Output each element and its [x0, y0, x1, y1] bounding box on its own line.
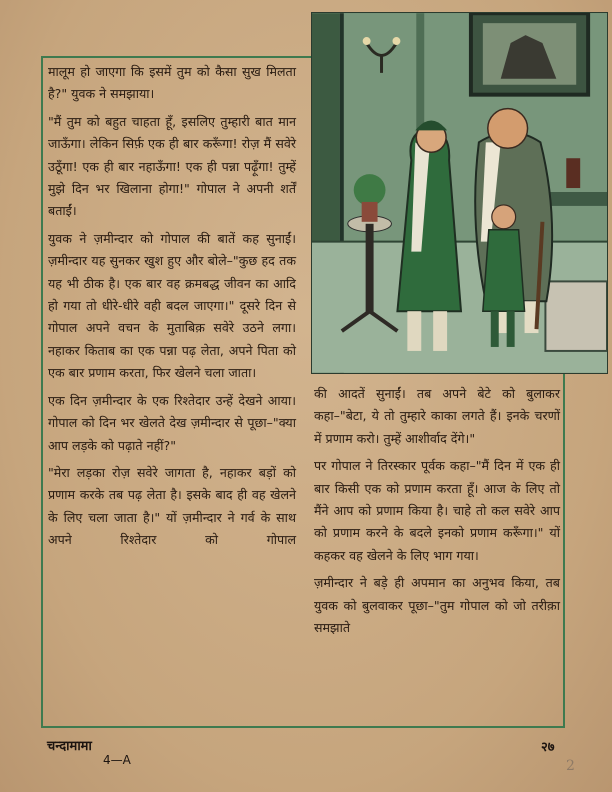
magazine-name: चन्दामामा [47, 739, 92, 754]
page-number: २७ [541, 740, 555, 755]
paragraph: पर गोपाल ने तिरस्कार पूर्वक कहा–"मैं दिन में एक ही बार किसी एक को प्रणाम करता हूँ। आज के लिए तो मैंने आप को प्रणाम किया है। चाहे तो कल सवेरे आप को प्रणाम करने के बदले इनको प्रणाम करूँगा।" यों कहकर वह खेलने के लिए भाग गया। [314, 458, 560, 563]
sheet-code: 4—A [103, 753, 131, 767]
story-illustration [311, 12, 608, 374]
paragraph: एक दिन ज़मीन्दार के एक रिश्तेदार उन्हें देखने आया। गोपाल को दिन भर खेलते देख ज़मीन्दार से पूछा–"क्या आप लड़के को पढ़ाते नहीं?" [48, 392, 296, 453]
paragraph: "मैं तुम को बहुत चाहता हूँ, इसलिए तुम्हारी बात मान जाऊँगा। लेकिन सिर्फ़ एक ही बार करूँगा! रोज़ मैं सवेरे उठूँगा! एक ही बार नहाऊँगा! एक ही पन्ना पढ़ूँगा! तुम्हें मुझे दिन भर खिलाना होगा!" गोपाल ने अपनी शर्तें बताईं। [48, 113, 296, 219]
paragraph: मालूम हो जाएगा कि इसमें तुम को कैसा सुख मिलता है?" युवक ने समझाया। [48, 64, 296, 102]
right-text-column [314, 383, 560, 639]
left-text-column [48, 61, 296, 552]
paragraph: ज़मीन्दार ने बड़े ही अपमान का अनुभव किया, तब युवक को बुलवाकर पूछा–"तुम गोपाल को जो तरीक़ा समझाते [314, 575, 560, 636]
pencil-mark: 2 [566, 758, 575, 774]
paragraph: "मेरा लड़का रोज़ सवेरे जागता है, नहाकर बड़ों को प्रणाम करके तब पढ़ लेता है। इसके बाद ही वह खेलने के लिए चला जाता है।" यों ज़मीन्दार ने गर्व के साथ अपने रिश्तेदार को गोपाल [48, 464, 296, 548]
paragraph: की आदतें सुनाईं। तब अपने बेटे को बुलाकर कहा–"बेटा, ये तो तुम्हारे काका लगते हैं। इनके चरणों में प्रणाम करो। तुम्हें आशीर्वाद देंगे।" [314, 386, 560, 446]
paragraph: युवक ने ज़मीन्दार को गोपाल की बातें कह सुनाईं। ज़मीन्दार यह सुनकर खुश हुए और बोले–"कुछ हद तक यह भी ठीक है। एक बार वह क्रमबद्ध जीवन का आदि हो गया तो धीरे-धीरे वही बदल जाएगा।" दूसरे दिन से गोपाल अपने वचन के मुताबिक़ सवेरे उठने लगा। नहाकर किताब का एक पन्ना पढ़ लेता, अपने पिता को एक बार प्रणाम करता, फिर खेलने चला जाता। [48, 230, 296, 381]
